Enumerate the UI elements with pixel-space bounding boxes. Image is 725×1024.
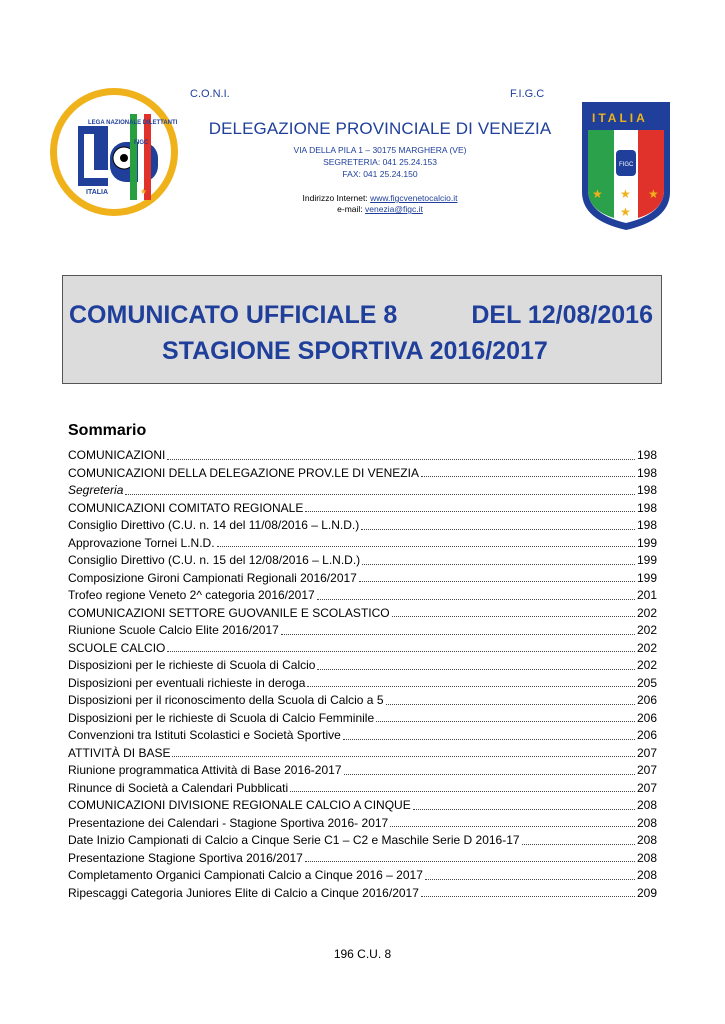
toc-entry[interactable]	[68, 797, 657, 815]
toc-entry-label: Disposizioni per le richieste di Scuola di Calcio Femminile	[68, 710, 375, 725]
toc-entry-label: Disposizioni per le richieste di Scuola di Calcio	[68, 658, 316, 672]
toc-entry-label: COMUNICAZIONI COMITATO REGIONALE	[68, 500, 304, 515]
toc-entry-label: COMUNICAZIONI	[68, 448, 166, 462]
svg-text:FIGC: FIGC	[134, 140, 149, 146]
toc-entry-label: Approvazione Tornei L.N.D.	[68, 535, 215, 550]
toc-leader-dots	[167, 458, 635, 460]
toc-entry-label: Composizione Gironi Campionati Regionali 2016/2017	[68, 570, 357, 585]
toc-entry-label: Trofeo regione Veneto 2^ categoria 2016/2017	[68, 588, 315, 602]
svg-text:★: ★	[620, 205, 631, 219]
email-label: e-mail:	[337, 204, 366, 214]
toc-entry-page: 198	[636, 465, 657, 480]
toc-entry-page: 205	[636, 675, 657, 690]
toc-entry-label: Segreteria	[68, 483, 124, 497]
delegation-title: DELEGAZIONE PROVINCIALE DI VENEZIA	[208, 119, 552, 138]
toc-entry[interactable]	[68, 727, 657, 745]
email-link[interactable]: venezia@figc.it	[365, 204, 423, 214]
toc-leader-dots	[343, 738, 635, 740]
toc-entry-label: Riunione programmatica Attività di Base 2016-2017	[68, 763, 342, 777]
toc-entry-page: 208	[636, 833, 657, 847]
toc-leader-dots	[305, 510, 635, 512]
toc-entry[interactable]	[68, 605, 657, 623]
toc-entry[interactable]	[68, 780, 657, 798]
toc-entry[interactable]	[68, 500, 657, 518]
toc-entry-label: Presentazione dei Calendari - Stagione Sportiva 2016- 2017	[68, 815, 389, 830]
toc-entry[interactable]	[68, 850, 657, 868]
toc-leader-dots	[217, 545, 635, 547]
toc-entry-page: 206	[636, 728, 657, 742]
toc-entry[interactable]	[68, 692, 657, 710]
toc-entry-page: 207	[636, 745, 657, 760]
toc-entry-label: Riunione Scuole Calcio Elite 2016/2017	[68, 623, 279, 637]
summary-heading: Sommario	[68, 422, 147, 439]
toc-entry[interactable]	[68, 745, 657, 763]
toc-entry-page: 202	[636, 623, 657, 637]
toc-entry-label: ATTIVITÀ DI BASE	[68, 745, 171, 760]
toc-entry-page: 209	[636, 885, 657, 900]
toc-entry-label: COMUNICAZIONI DELLA DELEGAZIONE PROV.LE DI VENEZIA	[68, 465, 419, 480]
coni-label: C.O.N.I.	[190, 88, 230, 100]
svg-text:ITALIA: ITALIA	[86, 189, 109, 196]
toc-leader-dots	[307, 685, 635, 687]
internet-label: Indirizzo Internet:	[302, 193, 371, 203]
toc-entry[interactable]	[68, 762, 657, 780]
toc-leader-dots	[421, 895, 635, 897]
toc-entry-page: 207	[636, 763, 657, 777]
toc-entry[interactable]	[68, 447, 657, 465]
toc-entry-page: 201	[636, 588, 657, 602]
internet-line	[190, 193, 570, 203]
website-link[interactable]: www.figcvenetocalcio.it	[370, 193, 458, 203]
toc-entry-label: Rinunce di Società a Calendari Pubblicati	[68, 780, 289, 795]
toc-leader-dots	[386, 703, 635, 705]
toc-leader-dots	[344, 773, 635, 775]
toc-leader-dots	[392, 615, 635, 617]
email-line	[190, 204, 570, 214]
toc-entry[interactable]	[68, 535, 657, 553]
toc-entry-page: 208	[636, 850, 657, 865]
toc-entry-page: 208	[636, 815, 657, 830]
toc-entry[interactable]	[68, 552, 657, 570]
season-title: STAGIONE SPORTIVA 2016/2017	[162, 337, 548, 365]
toc-entry[interactable]	[68, 832, 657, 850]
svg-text:★: ★	[140, 187, 148, 196]
toc-leader-dots	[425, 878, 635, 880]
toc-entry[interactable]	[68, 587, 657, 605]
toc-entry-label: Date Inizio Campionati di Calcio a Cinque Serie C1 – C2 e Maschile Serie D 2016-17	[68, 833, 520, 847]
toc-leader-dots	[167, 650, 635, 652]
svg-text:★: ★	[648, 187, 659, 201]
toc-entry-label: Consiglio Direttivo (C.U. n. 15 del 12/08/2016 – L.N.D.)	[68, 553, 361, 567]
svg-text:★: ★	[620, 187, 631, 201]
toc-entry[interactable]	[68, 570, 657, 588]
toc-entry-label: COMUNICAZIONI DIVISIONE REGIONALE CALCIO A CINQUE	[68, 798, 411, 812]
toc-entry-page: 199	[636, 535, 657, 550]
svg-text:★: ★	[592, 187, 603, 201]
toc-entry-page: 206	[636, 693, 657, 707]
toc-leader-dots	[172, 755, 635, 757]
lnd-logo	[48, 86, 180, 218]
toc-leader-dots	[390, 825, 635, 827]
table-of-contents	[68, 447, 657, 902]
toc-leader-dots	[361, 528, 635, 530]
svg-text:LEGA NAZIONALE DILETTANTI: LEGA NAZIONALE DILETTANTI	[88, 120, 178, 126]
toc-entry-page: 198	[636, 483, 657, 497]
toc-entry[interactable]	[68, 675, 657, 693]
page-footer: 196 C.U. 8	[333, 947, 392, 961]
toc-entry-label: COMUNICAZIONI SETTORE GUOVANILE E SCOLASTICO	[68, 605, 390, 620]
comunicato-title: COMUNICATO UFFICIALE 8	[69, 301, 398, 329]
address-line: VIA DELLA PILA 1 – 30175 MARGHERA (VE)	[293, 145, 467, 155]
toc-entry[interactable]	[68, 867, 657, 885]
toc-leader-dots	[317, 668, 635, 670]
comunicato-date: DEL 12/08/2016	[471, 301, 653, 329]
toc-leader-dots	[362, 563, 635, 565]
toc-entry[interactable]	[68, 710, 657, 728]
toc-entry[interactable]	[68, 482, 657, 500]
toc-entry-page: 202	[636, 605, 657, 620]
toc-entry[interactable]	[68, 465, 657, 483]
toc-leader-dots	[421, 475, 635, 477]
toc-entry-label: Disposizioni per eventuali richieste in deroga	[68, 675, 306, 690]
toc-entry-label: Ripescaggi Categoria Juniores Elite di Calcio a Cinque 2016/2017	[68, 885, 419, 900]
toc-entry[interactable]	[68, 885, 657, 903]
toc-leader-dots	[290, 790, 635, 792]
svg-text:FIGC: FIGC	[619, 162, 634, 168]
toc-entry[interactable]	[68, 517, 657, 535]
toc-entry-label: Disposizioni per il riconoscimento della Scuola di Calcio a 5	[68, 693, 384, 707]
toc-entry-label: Consiglio Direttivo (C.U. n. 14 del 11/08/2016 – L.N.D.)	[68, 518, 360, 532]
toc-entry-label: Completamento Organici Campionati Calcio a Cinque 2016 – 2017	[68, 868, 423, 882]
toc-leader-dots	[317, 598, 635, 600]
toc-entry-page: 208	[636, 868, 657, 882]
toc-entry[interactable]	[68, 815, 657, 833]
toc-leader-dots	[305, 860, 635, 862]
toc-leader-dots	[359, 580, 635, 582]
toc-leader-dots	[522, 843, 635, 845]
segreteria-line: SEGRETERIA: 041 25.24.153	[323, 157, 437, 167]
toc-entry[interactable]	[68, 622, 657, 640]
fax-line: FAX: 041 25.24.150	[342, 169, 418, 179]
toc-entry[interactable]	[68, 640, 657, 658]
toc-entry-page: 198	[636, 500, 657, 515]
toc-entry-page: 198	[636, 518, 657, 532]
toc-entry[interactable]	[68, 657, 657, 675]
toc-entry-page: 208	[636, 798, 657, 812]
toc-entry-page: 202	[636, 640, 657, 655]
title-box	[62, 275, 662, 384]
svg-text:ITALIA: ITALIA	[592, 111, 648, 125]
toc-leader-dots	[125, 493, 635, 495]
toc-entry-label: Convenzioni tra Istituti Scolastici e Società Sportive	[68, 728, 341, 742]
toc-leader-dots	[281, 633, 635, 635]
toc-entry-label: SCUOLE CALCIO	[68, 640, 166, 655]
figc-shield-logo	[580, 100, 672, 232]
toc-entry-page: 199	[636, 553, 657, 567]
toc-entry-page: 199	[636, 570, 657, 585]
toc-entry-page: 202	[636, 658, 657, 672]
toc-leader-dots	[413, 808, 635, 810]
toc-leader-dots	[376, 720, 635, 722]
toc-entry-page: 206	[636, 710, 657, 725]
toc-entry-label: Presentazione Stagione Sportiva 2016/2017	[68, 850, 303, 865]
toc-entry-page: 198	[636, 448, 657, 462]
figc-label: F.I.G.C	[510, 88, 545, 100]
toc-entry-page: 207	[636, 780, 657, 795]
